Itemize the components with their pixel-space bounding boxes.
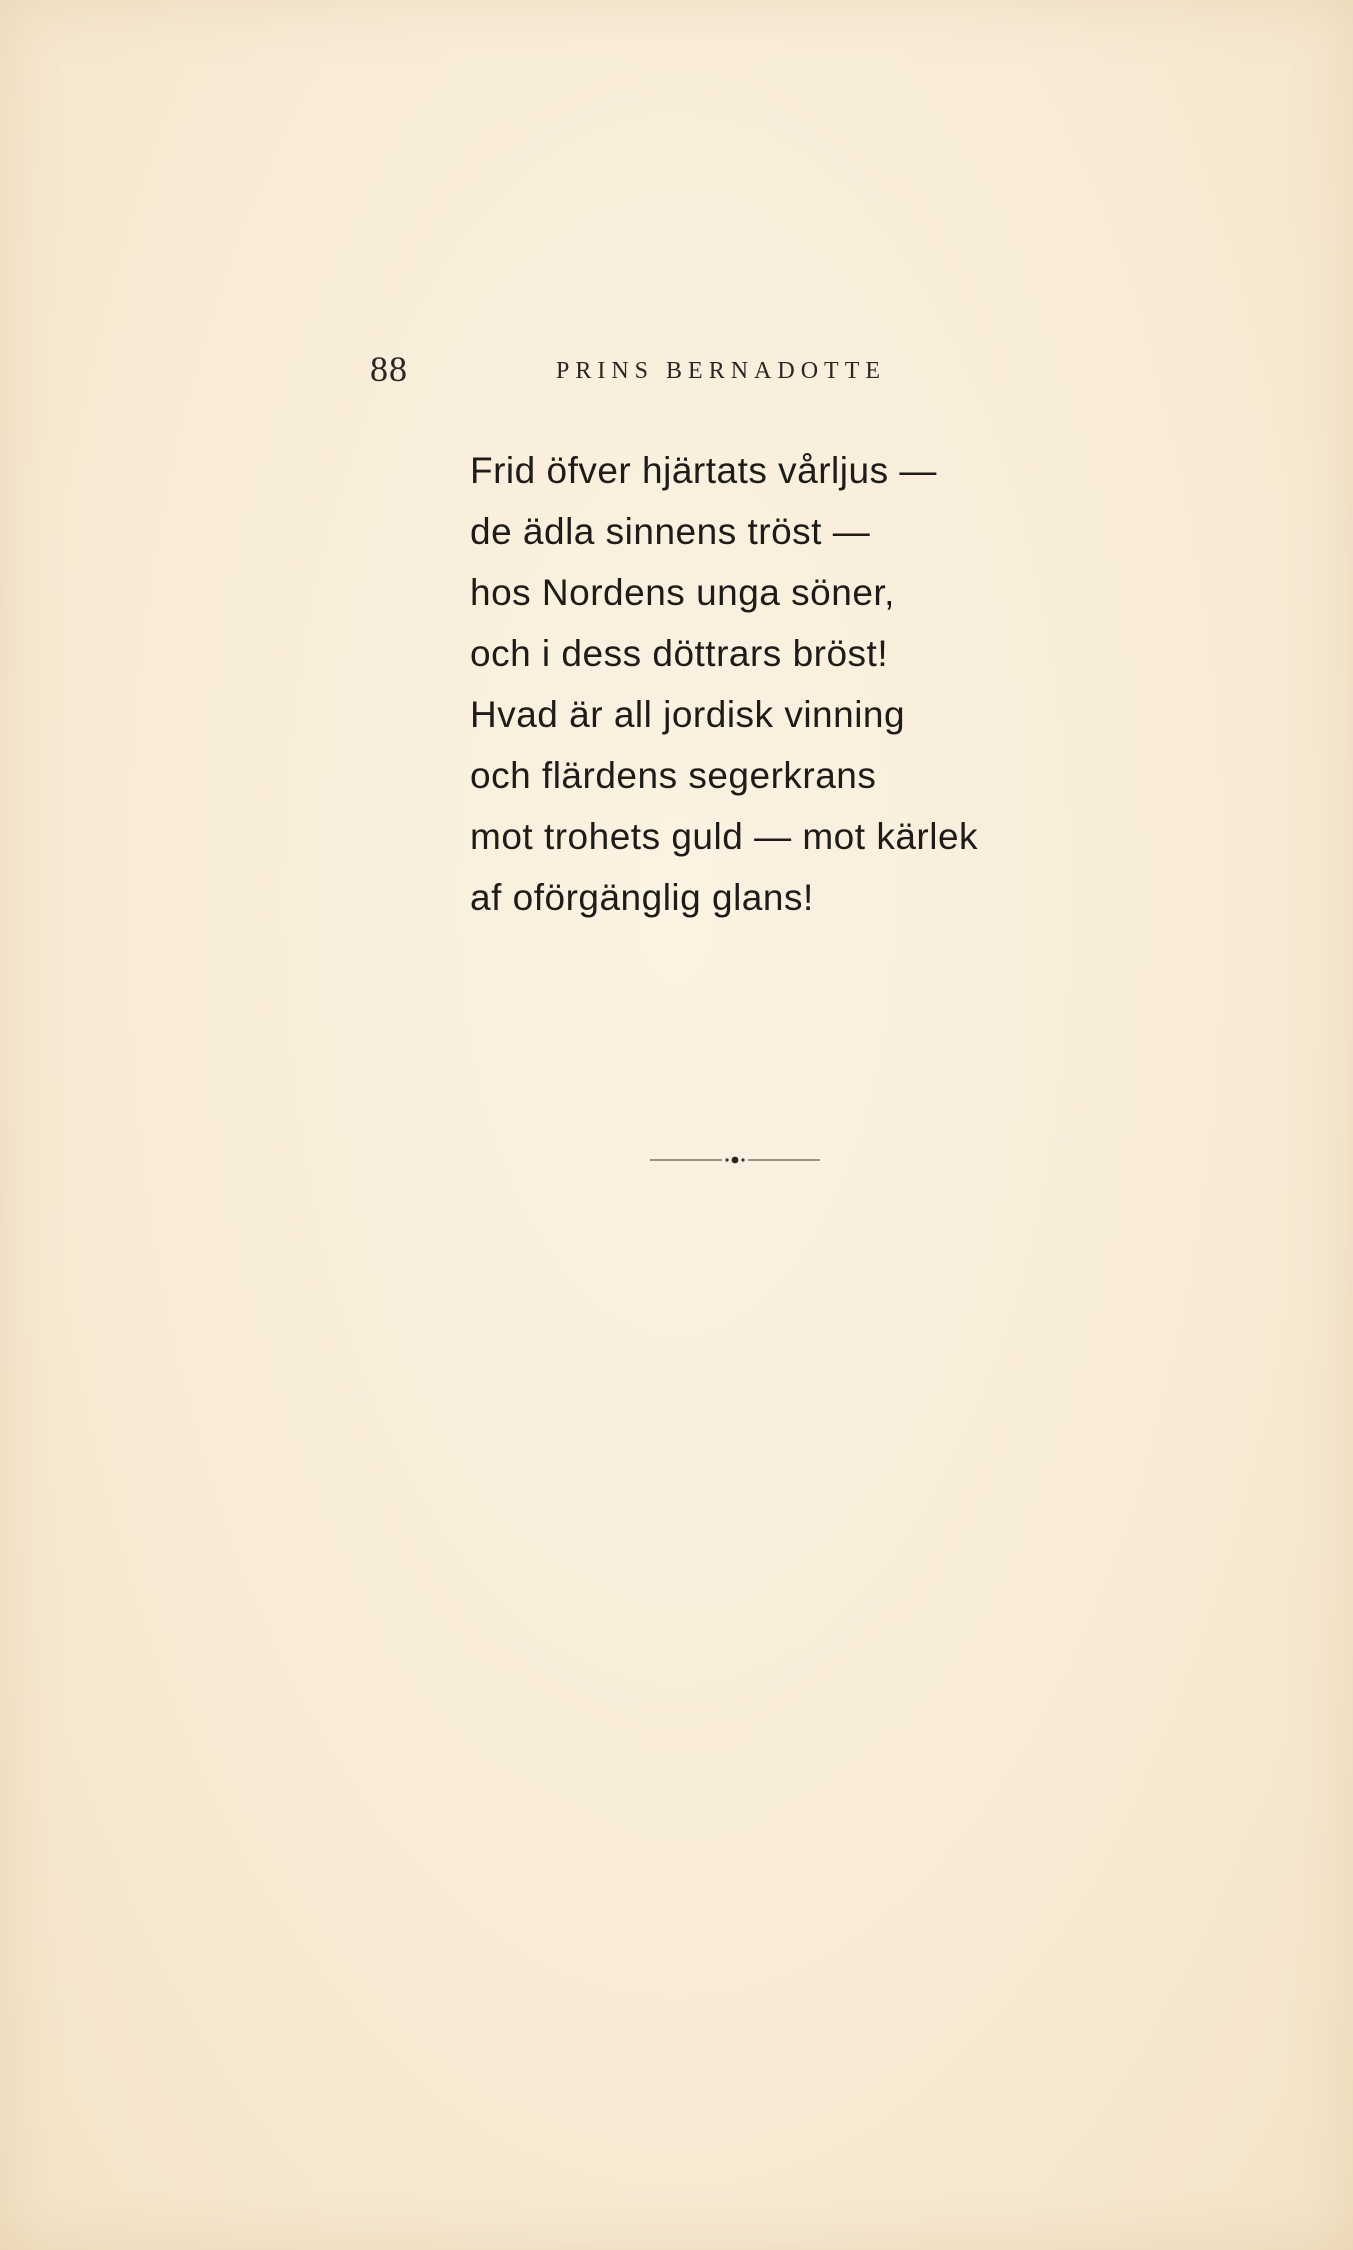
poem-line: mot trohets guld — mot kärlek	[470, 816, 979, 857]
poem-line: af oförgänglig glans!	[470, 877, 814, 918]
poem-line: Hvad är all jordisk vinning	[470, 694, 906, 735]
poem-stanza	[470, 440, 1070, 928]
page-header	[370, 340, 950, 400]
running-title: PRINS BERNADOTTE	[556, 358, 887, 384]
poem-line: och flärdens segerkrans	[470, 755, 877, 796]
poem-line: och i dess döttrars bröst!	[470, 633, 889, 674]
poem-line: Frid öfver hjärtats vårljus —	[470, 450, 937, 491]
poem-line: hos Nordens unga söner,	[470, 572, 895, 613]
poem-line: de ädla sinnens tröst —	[470, 511, 871, 552]
page-number: 88	[370, 349, 408, 389]
end-ornament-icon	[650, 1152, 820, 1168]
